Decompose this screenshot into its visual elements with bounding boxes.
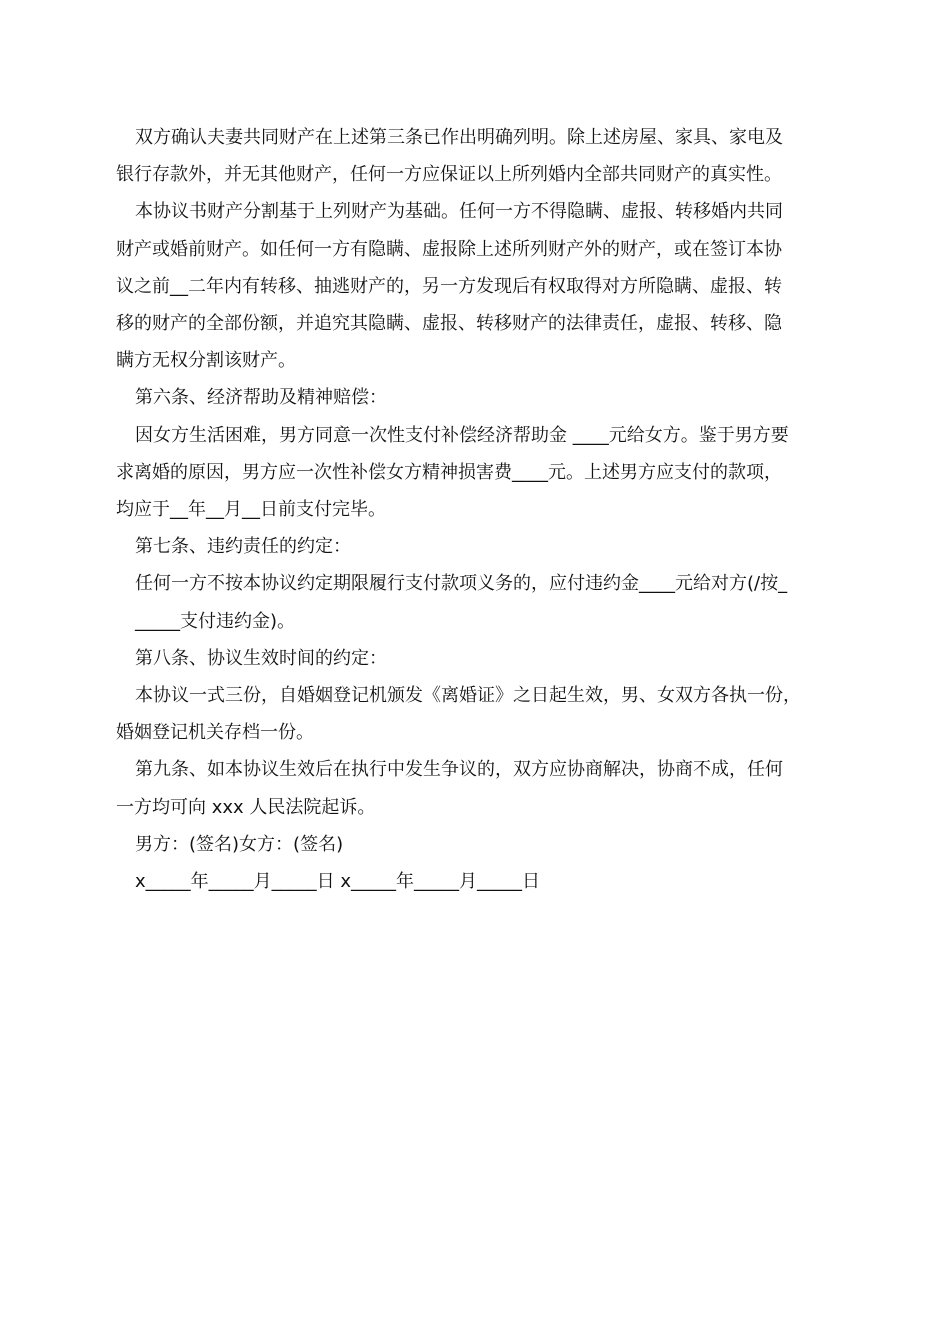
section-heading: 第八条、协议生效时间的约定：: [135, 647, 387, 669]
text-line: 本协议一式三份，自婚姻登记机颁发《离婚证》之日起生效，男、女双方各执一份，: [135, 685, 801, 707]
section-heading: 第六条、经济帮助及精神赔偿：: [135, 387, 387, 409]
paragraph-assets-confirmation: [116, 119, 846, 193]
text-line: 求离婚的原因，男方应一次性补偿女方精神损害费____元。上述男方应支付的款项，: [116, 461, 782, 483]
text-line: 本协议书财产分割基于上列财产为基础。任何一方不得隐瞒、虚报、转移婚内共同: [135, 201, 783, 223]
article-7-body: [116, 565, 846, 639]
section-heading: 第七条、违约责任的约定：: [135, 536, 351, 558]
article-7-heading: [116, 528, 846, 565]
text-line: 婚姻登记机关存档一份。: [116, 722, 314, 744]
text-line: 一方均可向 xxx 人民法院起诉。: [116, 796, 376, 818]
text-line: 任何一方不按本协议约定期限履行支付款项义务的，应付违约金____元给对方(/按_: [135, 573, 788, 595]
signature-block: [116, 826, 846, 900]
article-6-heading: [116, 379, 846, 416]
article-6-body: [116, 417, 846, 529]
text-line: 双方确认夫妻共同财产在上述第三条已作出明确列明。除上述房屋、家具、家电及: [135, 127, 783, 148]
article-8-heading: [116, 640, 846, 677]
document-body: [116, 119, 846, 900]
text-line: 瞒方无权分割该财产。: [116, 350, 296, 372]
text-line: 银行存款外，并无其他财产，任何一方应保证以上所列婚内全部共同财产的真实性。: [116, 164, 782, 186]
text-line: 移的财产的全部份额，并追究其隐瞒、虚报、转移财产的法律责任，虚报、转移、隐: [116, 313, 782, 335]
text-line: 第九条、如本协议生效后在执行中发生争议的，双方应协商解决，协商不成，任何: [135, 759, 783, 781]
signature-line: 男方：(签名)女方：(签名): [135, 833, 344, 855]
signature-date-line: x_____年_____月_____日 x_____年_____月_____日: [135, 871, 541, 893]
text-line: 财产或婚前财产。如任何一方有隐瞒、虚报除上述所列财产外的财产，或在签订本协: [116, 238, 782, 260]
article-9: [116, 751, 846, 825]
text-line: 均应于__年__月__日前支付完毕。: [116, 499, 386, 521]
paragraph-property-division: [116, 193, 846, 379]
text-line: 议之前__二年内有转移、抽逃财产的，另一方发现后有权取得对方所隐瞒、虚报、转: [116, 275, 782, 297]
text-line: _____支付违约金)。: [135, 610, 296, 632]
text-line: 因女方生活困难，男方同意一次性支付补偿经济帮助金 ____元给女方。鉴于男方要: [135, 424, 789, 446]
article-8-body: [116, 677, 846, 751]
